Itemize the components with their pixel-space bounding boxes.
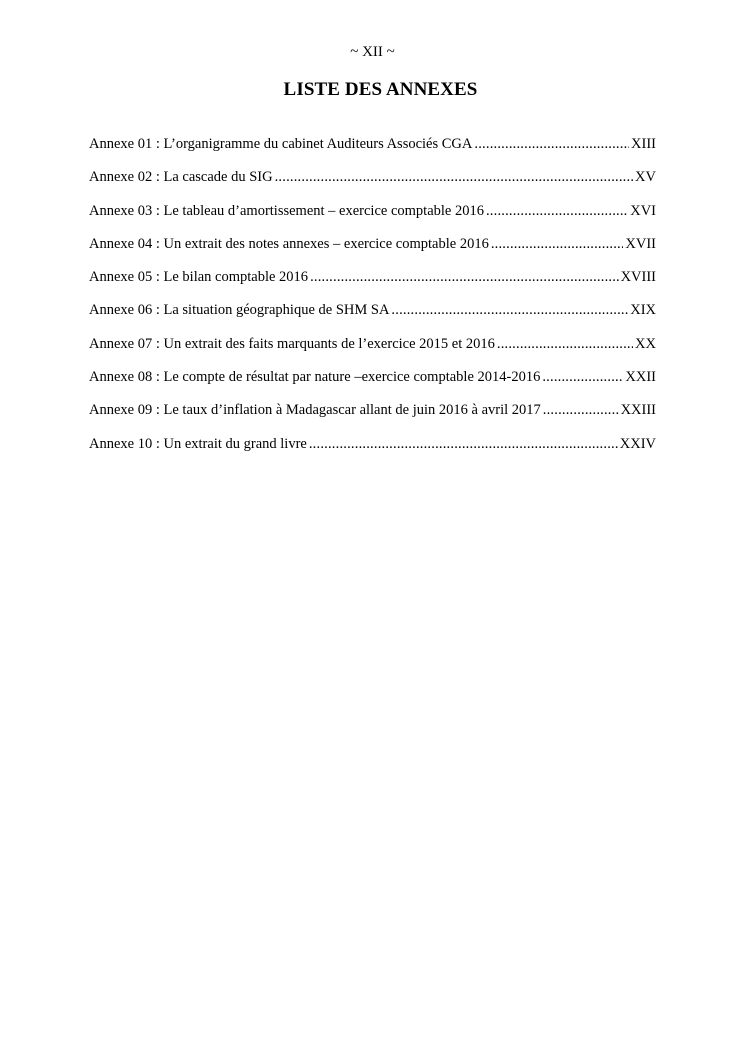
- toc-entry-label: Annexe 09 : Le taux d’inflation à Madagascar allant de juin 2016 à avril 2017: [89, 402, 541, 419]
- dot-leader: [309, 434, 618, 454]
- toc-entry[interactable]: [89, 400, 656, 433]
- dot-leader: [391, 300, 628, 320]
- toc-entry-label: Annexe 06 : La situation géographique de SHM SA: [89, 302, 390, 319]
- toc-entry-label: Annexe 01 : L’organigramme du cabinet Auditeurs Associés CGA: [89, 136, 473, 152]
- page-number: ~ XII ~: [350, 44, 395, 60]
- toc-entry-page: XX: [635, 335, 656, 352]
- toc-entry-label: Annexe 04 : Un extrait des notes annexes – exercice comptable 2016: [89, 235, 489, 252]
- toc-entry-page: XIII: [631, 136, 656, 152]
- dot-leader: [486, 201, 628, 221]
- toc-entry-label: Annexe 07 : Un extrait des faits marquants de l’exercice 2015 et 2016: [89, 335, 495, 352]
- toc-entry-page: XVII: [625, 235, 656, 252]
- toc-entry[interactable]: [89, 367, 656, 400]
- toc-entry-page: XXII: [625, 369, 656, 386]
- dot-leader: [310, 267, 619, 287]
- toc-entry[interactable]: [89, 267, 656, 300]
- page-title: LISTE DES ANNEXES: [283, 79, 478, 100]
- toc-entry-label: Annexe 10 : Un extrait du grand livre: [89, 435, 307, 452]
- toc-entry-page: XVIII: [620, 269, 656, 286]
- toc-entry[interactable]: [89, 300, 656, 333]
- toc-entry[interactable]: [89, 334, 656, 367]
- dot-leader: [275, 167, 633, 187]
- toc-entry-page: XXIII: [620, 402, 656, 419]
- toc-entry[interactable]: [89, 134, 656, 167]
- dot-leader: [542, 367, 623, 387]
- toc-entry-label: Annexe 03 : Le tableau d’amortissement – exercice comptable 2016: [89, 202, 484, 219]
- dot-leader: [491, 234, 624, 254]
- toc-entry[interactable]: [89, 434, 656, 467]
- toc-entry[interactable]: [89, 201, 656, 234]
- toc-entry-page: XIX: [630, 302, 656, 319]
- annex-list: [89, 134, 656, 467]
- toc-entry[interactable]: [89, 167, 656, 200]
- toc-entry-label: Annexe 05 : Le bilan comptable 2016: [89, 269, 309, 286]
- toc-entry-page: XV: [635, 169, 656, 186]
- dot-leader: [497, 334, 633, 354]
- toc-entry-label: Annexe 02 : La cascade du SIG: [89, 169, 273, 186]
- toc-entry[interactable]: [89, 234, 656, 267]
- dot-leader: [474, 134, 629, 154]
- toc-entry-page: XVI: [630, 202, 656, 219]
- toc-entry-page: XXIV: [619, 435, 656, 452]
- dot-leader: [543, 400, 619, 420]
- toc-entry-label: Annexe 08 : Le compte de résultat par nature –exercice comptable 2014-2016: [89, 369, 541, 386]
